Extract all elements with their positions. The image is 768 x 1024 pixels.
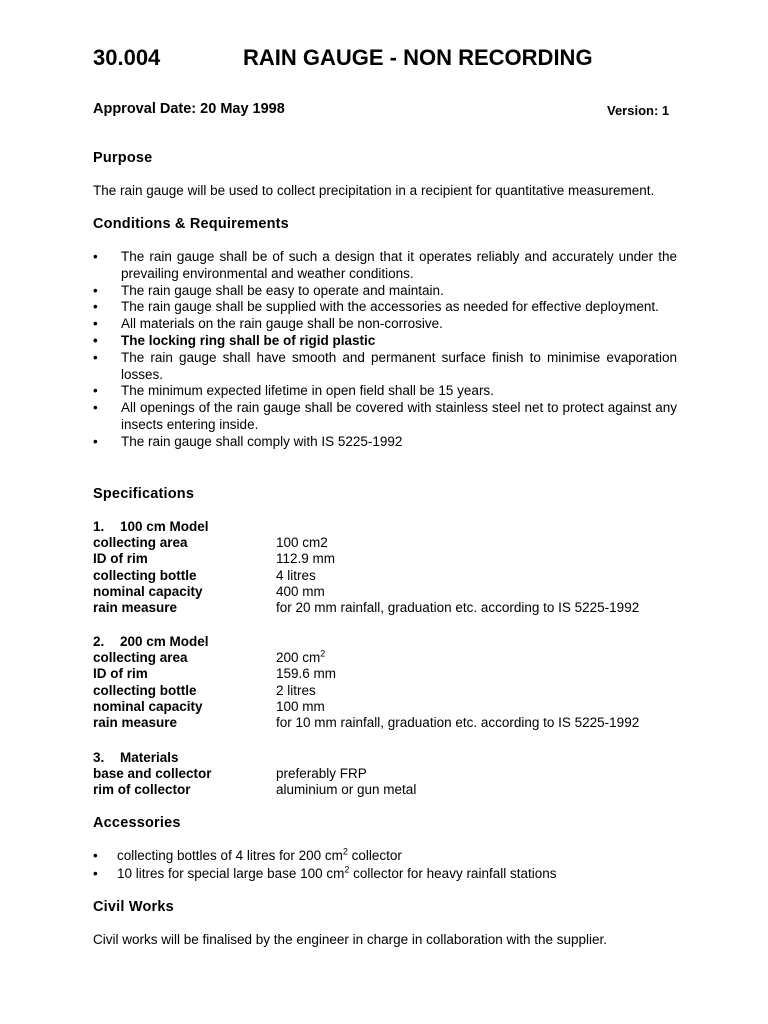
list-item: • The locking ring shall be of rigid plastic <box>93 333 677 350</box>
conditions-list <box>93 249 677 451</box>
spec-row: collecting area 100 cm2 <box>93 535 328 551</box>
specifications-heading: Specifications <box>93 486 195 502</box>
purpose-heading: Purpose <box>93 150 153 166</box>
materials-number: 3. <box>93 750 105 765</box>
spec-row: ID of rim 159.6 mm <box>93 666 337 682</box>
list-item: • The rain gauge shall be supplied with the accessories as needed for effective deployment. <box>93 299 677 316</box>
civil-works-text: Civil works will be finalised by the engineer in charge in collaboration with the supplier. <box>93 932 608 947</box>
conditions-heading: Conditions & Requirements <box>93 216 289 232</box>
spec-row: nominal capacity 400 mm <box>93 583 325 599</box>
spec-row: rain measure for 20 mm rainfall, graduation etc. according to IS 5225-1992 <box>93 600 640 616</box>
list-item: • All materials on the rain gauge shall be non-corrosive. <box>93 316 677 333</box>
list-item: • The rain gauge shall comply with IS 5225-1992 <box>93 434 677 451</box>
list-item: • The rain gauge shall be easy to operate and maintain. <box>93 283 677 300</box>
list-item: • 10 litres for special large base 100 $cm^2$ collector for heavy rainfall stations <box>93 865 557 883</box>
model1-number: 1. <box>93 519 105 534</box>
materials-block <box>93 750 416 799</box>
version-label: Version: 1 <box>607 103 670 118</box>
spec-row: base and collector preferably FRP <box>93 766 367 782</box>
approval-date: Approval Date: 20 May 1998 <box>93 101 285 117</box>
materials-title: Materials <box>120 750 179 765</box>
model1-block <box>93 519 639 616</box>
list-item: • The minimum expected lifetime in open field shall be 15 years. <box>93 383 677 400</box>
list-item: • collecting bottles of 4 litres for 200 $cm^2$ collector <box>93 847 557 865</box>
model1-title: 100 cm Model <box>120 519 209 534</box>
model1-heading <box>93 519 639 535</box>
list-item: • The rain gauge shall have smooth and permanent surface finish to minimise evaporation losses. <box>93 350 677 384</box>
spec-row: nominal capacity 100 mm <box>93 698 325 714</box>
materials-heading <box>93 750 416 766</box>
spec-row: ID of rim 112.9 mm <box>93 551 336 567</box>
spec-row: collecting bottle 4 litres <box>93 567 316 583</box>
purpose-text: The rain gauge will be used to collect precipitation in a recipient for quantitative measurement. <box>93 183 655 198</box>
accessories-heading: Accessories <box>93 815 181 831</box>
spec-row: rim of collector aluminium or gun metal <box>93 782 417 798</box>
spec-row: rain measure for 10 mm rainfall, graduation etc. according to IS 5225-1992 <box>93 715 640 731</box>
list-item: • The rain gauge shall be of such a design that it operates reliably and accurately under the prevailing environmental and weather conditions. <box>93 249 677 283</box>
civil-works-heading: Civil Works <box>93 899 174 915</box>
model2-number: 2. <box>93 634 105 649</box>
model2-block <box>93 634 639 731</box>
spec-row: collecting area 200 $cm^2$ <box>93 648 326 666</box>
model2-title: 200 cm Model <box>120 634 209 649</box>
spec-row: collecting bottle 2 litres <box>93 682 316 698</box>
model2-heading <box>93 634 639 650</box>
spec-number: 30.004 <box>93 45 161 70</box>
page-title: RAIN GAUGE - NON RECORDING <box>243 45 593 70</box>
accessories-list <box>93 847 557 883</box>
list-item: • All openings of the rain gauge shall be covered with stainless steel net to protect against any insects entering inside. <box>93 400 677 434</box>
